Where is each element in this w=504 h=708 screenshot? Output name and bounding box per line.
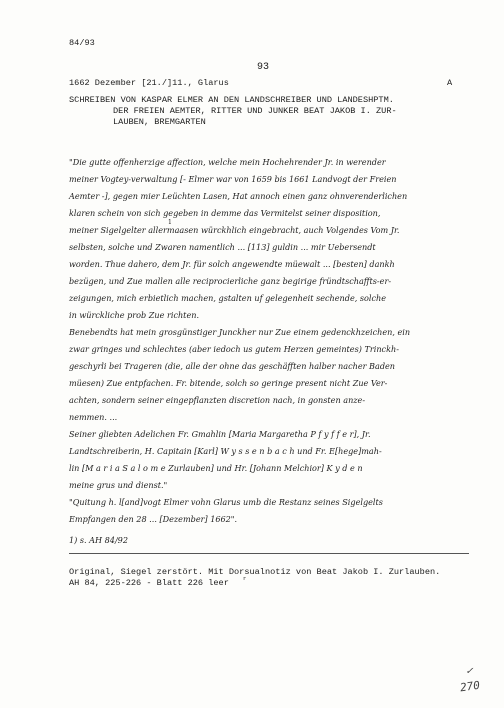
body-line: "Die gutte offenherzige affection, welche mein Hochehrender Jr. in werender [69,157,386,167]
body-line: "Quitung h. l[and]vogt Elmer vohn Glarus umb die Restanz seines Sigelgelts [69,497,383,507]
body-line: Seiner gliebten Adelichen Fr. Gmahlin [Maria Margaretha P f y f f e r], Jr. [69,429,371,439]
source-superscript: r [243,575,247,582]
body-line: meine grus und dienst." [69,480,168,490]
body-line: nemmen. ... [69,412,118,422]
archive-ref: 84/93 [69,38,95,48]
body-line: in würckliche prob Zue richten. [69,310,200,320]
date-place-line: 1662 Dezember [21./]11., Glarus [69,78,229,88]
body-line: lin [M a r i a S a l o m e Zurlauben] und Hr. [Johann Melchior] K y d e n [69,463,363,473]
divider [69,553,469,554]
body-line: selbsten, solche und Zwaren namentlich ... [113] guldin ... mir Uebersendt [69,242,376,252]
handwritten-page-number: 270 [459,678,481,695]
body-line: bezügen, und Zue mallen alle reciprocierliche ganz begirige fründtschaffts-er- [69,276,392,286]
body-line: Landtschreiberin, H. Capitain [Karl] W y s s e n b a c h und Fr. E[hege]mah- [69,446,382,456]
source-line: Original, Siegel zerstört. Mit Dorsualnotiz von Beat Jakob I. Zurlauben. [69,567,441,577]
body-line [69,225,400,235]
body-line: zwar gringes und schlechtes (aber iedoch us gutem Herzen gemeintes) Trinckh- [69,344,399,354]
body-line: zeigungen, mich erbietlich machen, gstalten uf gelegenheit sechende, solche [69,293,387,303]
footnote-marker: 1 [168,219,172,226]
document-number: 93 [257,62,270,73]
body-line: Aemter -], gegen mier Leüchten Lasen, Hat annoch einen ganz ohnverenderlichen [69,191,408,201]
title-line: LAUBEN, BREMGARTEN [113,117,206,127]
title-line: SCHREIBEN VON KASPAR ELMER AN DEN LANDSCHREIBER UND LANDESHPTM. [69,95,394,105]
title-line: DER FREIEN AEMTER, RITTER UND JUNKER BEAT JAKOB I. ZUR- [113,106,397,116]
check-mark-icon: ✓ [466,664,473,677]
body-line: Benebendts hat mein grosgünstiger Junckher nur Zue einem gedenckhzeichen, ein [69,327,411,337]
body-line-text: meiner Sigelgelter allermaasen würckhlich eingebracht, auch Volgendes Vom Jr. [69,225,400,235]
body-line: worden. Thue dahero, dem Jr. für solch angewendte müewalt ... [besten] dankh [69,259,395,269]
source-line [69,578,229,589]
body-line: klaren schein von sich gegeben in demme das Vermitelst seiner disposition, [69,208,381,218]
body-line: Empfangen den 28 ... [Dezember] 1662". [69,514,238,524]
body-line: meiner Vogtey-verwaltung [- Elmer war von 1659 bis 1661 Landvogt der Freien [69,174,397,184]
source-line-text: AH 84, 225-226 - Blatt 226 leer [69,578,229,588]
footnote: 1) s. AH 84/92 [69,535,128,545]
body-line: geschyrli bei Trageren (die, alle der ohne das geschäfften halber nacher Baden [69,361,396,371]
body-line: achten, sondern seiner eingepflanzten discretion nach, in gonsten anze- [69,395,366,405]
grade-letter: A [447,78,453,88]
body-line: müesen) Zue entpfachen. Fr. bitende, solch so geringe present nicht Zue Ver- [69,378,388,388]
